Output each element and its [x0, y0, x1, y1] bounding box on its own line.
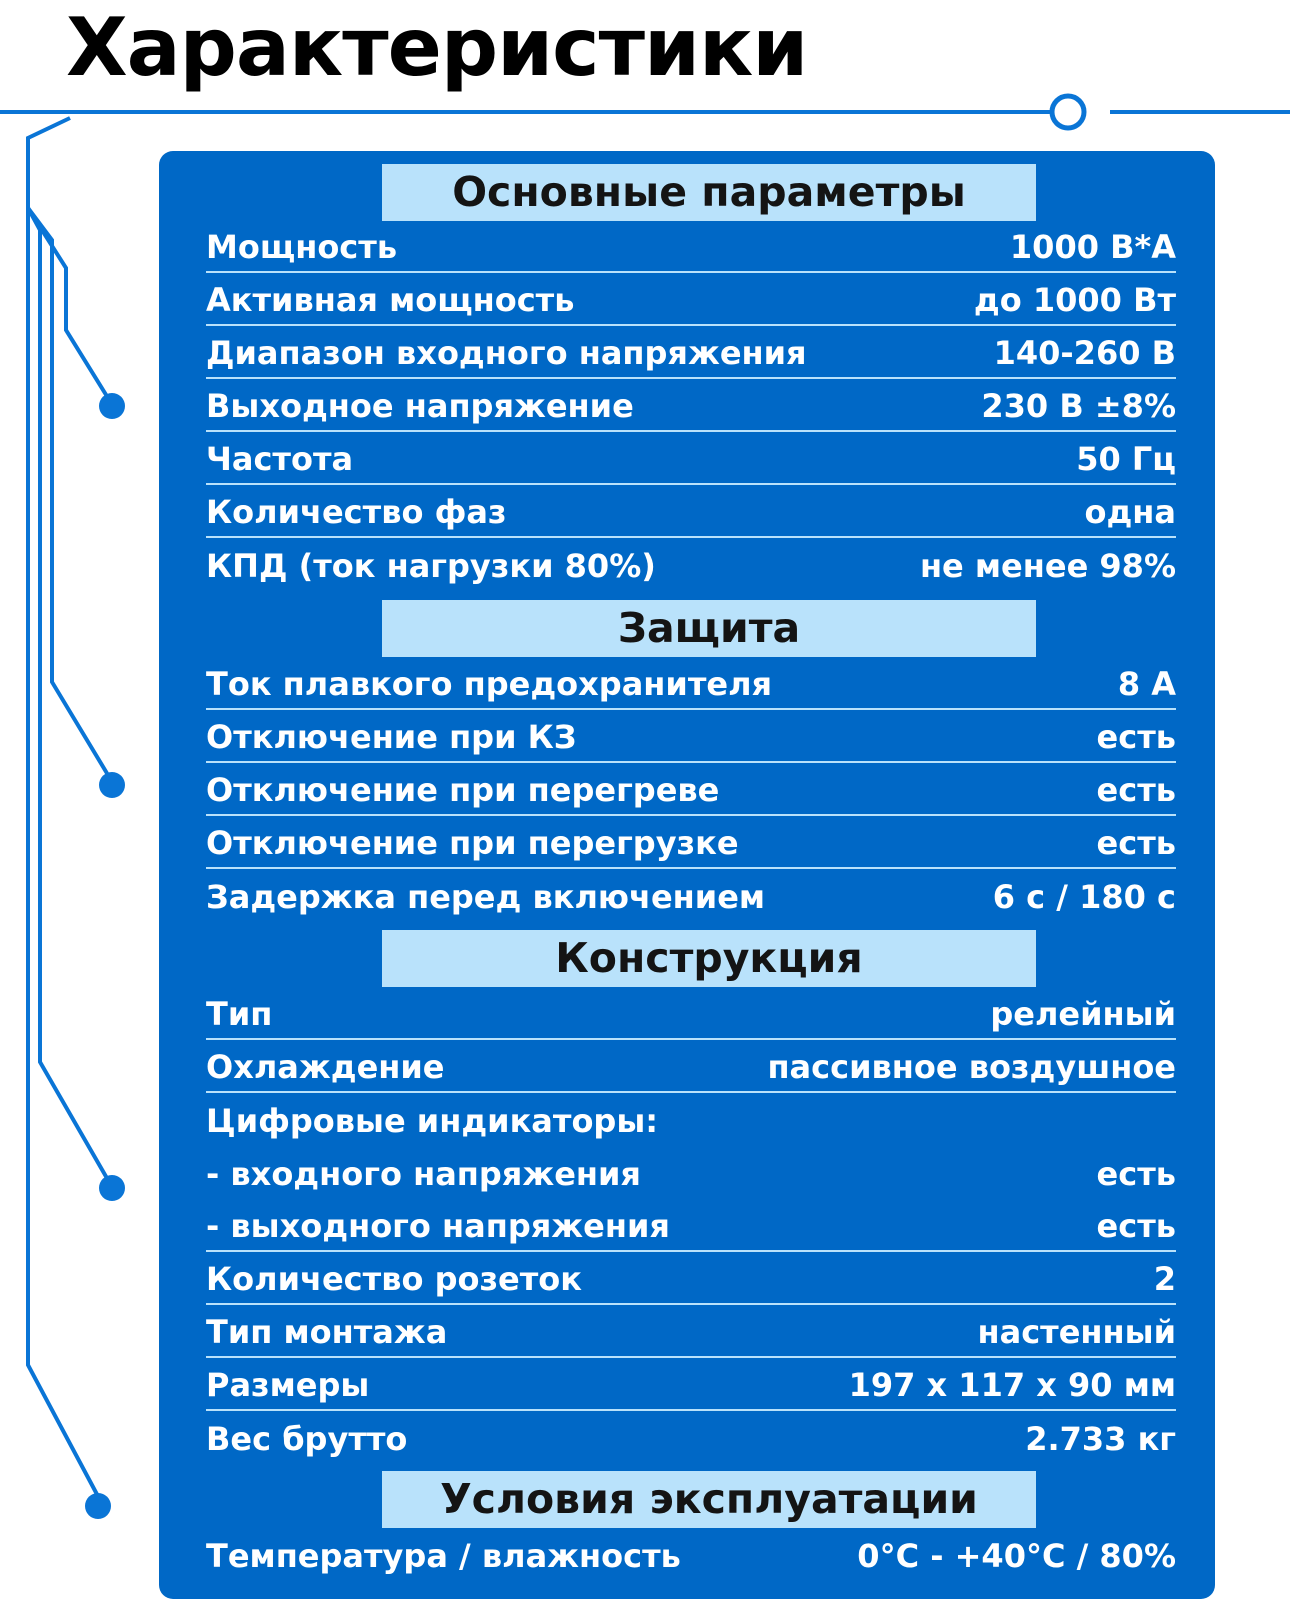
spec-label: Тип — [206, 994, 273, 1033]
spec-row — [206, 659, 1176, 710]
spec-label: Частота — [206, 439, 354, 478]
spec-row — [206, 328, 1176, 379]
spec-row — [206, 989, 1176, 1040]
spec-row — [206, 222, 1176, 273]
spec-label: Охлаждение — [206, 1047, 445, 1086]
specs-panel — [159, 151, 1215, 1599]
spec-value: есть — [1096, 770, 1176, 809]
spec-value: не менее 98% — [919, 546, 1176, 585]
spec-value: релейный — [990, 994, 1176, 1033]
page-title: Характеристики — [66, 1, 808, 94]
spec-value: 1000 В*А — [1009, 227, 1176, 266]
spec-value: есть — [1096, 1154, 1176, 1193]
spec-row — [206, 1042, 1176, 1093]
spec-label: - входного напряжения — [206, 1154, 641, 1193]
spec-label: Размеры — [206, 1365, 370, 1404]
spec-value: 197 x 117 x 90 мм — [848, 1365, 1176, 1404]
spec-row — [206, 765, 1176, 816]
spec-row — [206, 1307, 1176, 1358]
spec-row — [206, 1254, 1176, 1305]
spec-value: 8 А — [1117, 664, 1176, 703]
spec-row — [206, 871, 1176, 922]
spec-label: Вес брутто — [206, 1419, 408, 1458]
spec-value: 230 В ±8% — [981, 386, 1176, 425]
spec-row — [206, 434, 1176, 485]
section-header-protection: Защита — [382, 600, 1036, 657]
spec-row — [206, 381, 1176, 432]
spec-value: настенный — [977, 1312, 1176, 1351]
spec-row — [206, 540, 1176, 591]
spec-label: КПД (ток нагрузки 80%) — [206, 546, 656, 585]
spec-value: 2.733 кг — [1025, 1419, 1176, 1458]
spec-value: есть — [1096, 1206, 1176, 1245]
spec-value: 6 с / 180 с — [992, 877, 1176, 916]
spec-label: Температура / влажность — [206, 1536, 681, 1575]
spec-row — [206, 712, 1176, 763]
section-header-conditions: Условия эксплуатации — [382, 1471, 1036, 1528]
spec-row — [206, 275, 1176, 326]
spec-row — [206, 1148, 1176, 1199]
section-header-main: Основные параметры — [382, 164, 1036, 221]
spec-label: Ток плавкого предохранителя — [206, 664, 773, 703]
spec-value: 0°C - +40°C / 80% — [857, 1536, 1176, 1575]
section-header-construction: Конструкция — [382, 930, 1036, 987]
spec-label: Отключение при перегрузке — [206, 823, 739, 862]
spec-label: Диапазон входного напряжения — [206, 333, 807, 372]
spec-label: Отключение при КЗ — [206, 717, 577, 756]
spec-value: 140-260 В — [993, 333, 1176, 372]
spec-label: Цифровые индикаторы: — [206, 1101, 659, 1140]
spec-label: Задержка перед включением — [206, 877, 766, 916]
spec-row — [206, 1201, 1176, 1252]
spec-row — [206, 487, 1176, 538]
spec-value: 2 — [1153, 1259, 1176, 1298]
spec-row — [206, 1530, 1176, 1581]
spec-label: Мощность — [206, 227, 398, 266]
spec-value: пассивное воздушное — [767, 1047, 1176, 1086]
spec-row — [206, 1360, 1176, 1411]
spec-value: 50 Гц — [1076, 439, 1176, 478]
spec-value: до 1000 Вт — [973, 280, 1176, 319]
spec-row — [206, 1095, 1176, 1146]
spec-label: Выходное напряжение — [206, 386, 634, 425]
spec-label: Тип монтажа — [206, 1312, 448, 1351]
spec-value: одна — [1084, 492, 1176, 531]
spec-row — [206, 818, 1176, 869]
spec-label: - выходного напряжения — [206, 1206, 670, 1245]
spec-label: Активная мощность — [206, 280, 575, 319]
spec-label: Отключение при перегреве — [206, 770, 720, 809]
spec-value: есть — [1096, 717, 1176, 756]
spec-row — [206, 1413, 1176, 1464]
spec-label: Количество фаз — [206, 492, 507, 531]
spec-value: есть — [1096, 823, 1176, 862]
spec-label: Количество розеток — [206, 1259, 582, 1298]
